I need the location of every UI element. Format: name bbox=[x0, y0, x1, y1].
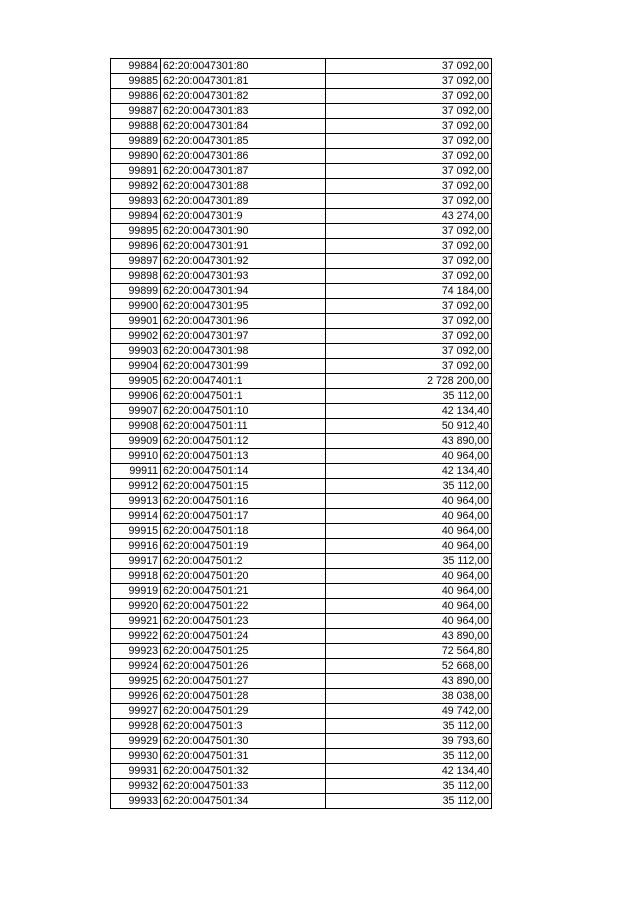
row-number: 99886 bbox=[111, 89, 161, 104]
cadastral-number: 62:20:0047501:13 bbox=[161, 449, 326, 464]
table-row bbox=[111, 689, 492, 704]
cadastral-number: 62:20:0047501:30 bbox=[161, 734, 326, 749]
table-row bbox=[111, 284, 492, 299]
cadastral-value: 37 092,00 bbox=[326, 239, 492, 254]
cadastral-number: 62:20:0047301:82 bbox=[161, 89, 326, 104]
cadastral-value: 37 092,00 bbox=[326, 149, 492, 164]
row-number: 99911 bbox=[111, 464, 161, 479]
table-row bbox=[111, 734, 492, 749]
table-row bbox=[111, 344, 492, 359]
cadastral-value: 40 964,00 bbox=[326, 539, 492, 554]
cadastral-value: 37 092,00 bbox=[326, 224, 492, 239]
cadastral-number: 62:20:0047501:24 bbox=[161, 629, 326, 644]
row-number: 99928 bbox=[111, 719, 161, 734]
row-number: 99915 bbox=[111, 524, 161, 539]
row-number: 99905 bbox=[111, 374, 161, 389]
cadastral-number: 62:20:0047501:11 bbox=[161, 419, 326, 434]
row-number: 99932 bbox=[111, 779, 161, 794]
row-number: 99896 bbox=[111, 239, 161, 254]
row-number: 99933 bbox=[111, 794, 161, 809]
cadastral-value: 37 092,00 bbox=[326, 344, 492, 359]
row-number: 99910 bbox=[111, 449, 161, 464]
cadastral-number: 62:20:0047401:1 bbox=[161, 374, 326, 389]
cadastral-value: 40 964,00 bbox=[326, 614, 492, 629]
row-number: 99900 bbox=[111, 299, 161, 314]
cadastral-number: 62:20:0047501:14 bbox=[161, 464, 326, 479]
row-number: 99913 bbox=[111, 494, 161, 509]
row-number: 99892 bbox=[111, 179, 161, 194]
cadastral-number: 62:20:0047301:86 bbox=[161, 149, 326, 164]
cadastral-number: 62:20:0047501:1 bbox=[161, 389, 326, 404]
row-number: 99884 bbox=[111, 59, 161, 74]
row-number: 99920 bbox=[111, 599, 161, 614]
cadastral-value: 35 112,00 bbox=[326, 479, 492, 494]
row-number: 99931 bbox=[111, 764, 161, 779]
row-number: 99912 bbox=[111, 479, 161, 494]
cadastral-number: 62:20:0047501:17 bbox=[161, 509, 326, 524]
cadastral-value: 35 112,00 bbox=[326, 719, 492, 734]
table-row bbox=[111, 719, 492, 734]
table-row bbox=[111, 569, 492, 584]
cadastral-number: 62:20:0047501:27 bbox=[161, 674, 326, 689]
cadastral-number: 62:20:0047301:90 bbox=[161, 224, 326, 239]
cadastral-number: 62:20:0047501:32 bbox=[161, 764, 326, 779]
cadastral-value: 37 092,00 bbox=[326, 269, 492, 284]
table-row bbox=[111, 404, 492, 419]
cadastral-number: 62:20:0047301:93 bbox=[161, 269, 326, 284]
table-row bbox=[111, 149, 492, 164]
cadastral-number: 62:20:0047301:95 bbox=[161, 299, 326, 314]
cadastral-number: 62:20:0047301:84 bbox=[161, 119, 326, 134]
table-row bbox=[111, 659, 492, 674]
cadastral-number: 62:20:0047501:33 bbox=[161, 779, 326, 794]
cadastral-value: 2 728 200,00 bbox=[326, 374, 492, 389]
row-number: 99925 bbox=[111, 674, 161, 689]
row-number: 99917 bbox=[111, 554, 161, 569]
cadastral-number: 62:20:0047501:21 bbox=[161, 584, 326, 599]
table-row bbox=[111, 479, 492, 494]
cadastral-value: 49 742,00 bbox=[326, 704, 492, 719]
row-number: 99923 bbox=[111, 644, 161, 659]
row-number: 99909 bbox=[111, 434, 161, 449]
cadastral-number: 62:20:0047501:22 bbox=[161, 599, 326, 614]
cadastral-value: 40 964,00 bbox=[326, 524, 492, 539]
table-row bbox=[111, 509, 492, 524]
table-row bbox=[111, 104, 492, 119]
cadastral-number: 62:20:0047501:16 bbox=[161, 494, 326, 509]
row-number: 99889 bbox=[111, 134, 161, 149]
cadastral-value: 37 092,00 bbox=[326, 104, 492, 119]
cadastral-value: 37 092,00 bbox=[326, 179, 492, 194]
table-row bbox=[111, 599, 492, 614]
cadastral-value: 74 184,00 bbox=[326, 284, 492, 299]
table-row bbox=[111, 329, 492, 344]
cadastral-number: 62:20:0047301:80 bbox=[161, 59, 326, 74]
cadastral-number: 62:20:0047301:99 bbox=[161, 359, 326, 374]
row-number: 99906 bbox=[111, 389, 161, 404]
cadastral-number: 62:20:0047301:9 bbox=[161, 209, 326, 224]
cadastral-value: 35 112,00 bbox=[326, 779, 492, 794]
table-row bbox=[111, 224, 492, 239]
table-row bbox=[111, 704, 492, 719]
row-number: 99902 bbox=[111, 329, 161, 344]
cadastral-value: 52 668,00 bbox=[326, 659, 492, 674]
cadastral-value: 42 134,40 bbox=[326, 764, 492, 779]
cadastral-number: 62:20:0047501:23 bbox=[161, 614, 326, 629]
table-row bbox=[111, 179, 492, 194]
cadastral-value: 40 964,00 bbox=[326, 584, 492, 599]
row-number: 99927 bbox=[111, 704, 161, 719]
cadastral-number: 62:20:0047501:29 bbox=[161, 704, 326, 719]
cadastral-value: 39 793,60 bbox=[326, 734, 492, 749]
table-row bbox=[111, 74, 492, 89]
row-number: 99904 bbox=[111, 359, 161, 374]
cadastral-number: 62:20:0047301:81 bbox=[161, 74, 326, 89]
cadastral-number: 62:20:0047301:88 bbox=[161, 179, 326, 194]
row-number: 99921 bbox=[111, 614, 161, 629]
cadastral-number: 62:20:0047501:28 bbox=[161, 689, 326, 704]
cadastral-number: 62:20:0047501:12 bbox=[161, 434, 326, 449]
cadastral-value: 37 092,00 bbox=[326, 164, 492, 179]
table-body bbox=[111, 59, 492, 809]
cadastral-value: 43 890,00 bbox=[326, 674, 492, 689]
cadastral-number: 62:20:0047301:89 bbox=[161, 194, 326, 209]
row-number: 99908 bbox=[111, 419, 161, 434]
cadastral-value: 35 112,00 bbox=[326, 554, 492, 569]
table-row bbox=[111, 794, 492, 809]
table-row bbox=[111, 134, 492, 149]
cadastral-number: 62:20:0047501:34 bbox=[161, 794, 326, 809]
cadastral-number: 62:20:0047301:94 bbox=[161, 284, 326, 299]
cadastral-number: 62:20:0047301:96 bbox=[161, 314, 326, 329]
table-row bbox=[111, 209, 492, 224]
row-number: 99894 bbox=[111, 209, 161, 224]
row-number: 99922 bbox=[111, 629, 161, 644]
table-row bbox=[111, 299, 492, 314]
table-row bbox=[111, 194, 492, 209]
cadastral-value: 40 964,00 bbox=[326, 599, 492, 614]
cadastral-value: 37 092,00 bbox=[326, 119, 492, 134]
cadastral-value: 40 964,00 bbox=[326, 569, 492, 584]
cadastral-number: 62:20:0047501:2 bbox=[161, 554, 326, 569]
row-number: 99926 bbox=[111, 689, 161, 704]
table-row bbox=[111, 524, 492, 539]
row-number: 99888 bbox=[111, 119, 161, 134]
cadastral-value: 35 112,00 bbox=[326, 749, 492, 764]
row-number: 99907 bbox=[111, 404, 161, 419]
cadastral-number: 62:20:0047301:92 bbox=[161, 254, 326, 269]
cadastral-value: 37 092,00 bbox=[326, 299, 492, 314]
cadastral-value: 35 112,00 bbox=[326, 794, 492, 809]
table-row bbox=[111, 494, 492, 509]
cadastral-value-table bbox=[110, 58, 492, 809]
row-number: 99890 bbox=[111, 149, 161, 164]
table-row bbox=[111, 779, 492, 794]
cadastral-number: 62:20:0047301:85 bbox=[161, 134, 326, 149]
table-row bbox=[111, 464, 492, 479]
table-row bbox=[111, 269, 492, 284]
table-row bbox=[111, 374, 492, 389]
cadastral-value: 72 564,80 bbox=[326, 644, 492, 659]
table-row bbox=[111, 434, 492, 449]
cadastral-value: 37 092,00 bbox=[326, 74, 492, 89]
table-row bbox=[111, 644, 492, 659]
cadastral-number: 62:20:0047301:97 bbox=[161, 329, 326, 344]
row-number: 99903 bbox=[111, 344, 161, 359]
cadastral-value: 37 092,00 bbox=[326, 134, 492, 149]
cadastral-number: 62:20:0047501:15 bbox=[161, 479, 326, 494]
table-row bbox=[111, 629, 492, 644]
cadastral-value: 40 964,00 bbox=[326, 494, 492, 509]
cadastral-value: 43 890,00 bbox=[326, 434, 492, 449]
cadastral-value: 43 274,00 bbox=[326, 209, 492, 224]
cadastral-value: 35 112,00 bbox=[326, 389, 492, 404]
cadastral-value: 42 134,40 bbox=[326, 464, 492, 479]
cadastral-value: 37 092,00 bbox=[326, 329, 492, 344]
cadastral-value: 37 092,00 bbox=[326, 59, 492, 74]
table-row bbox=[111, 239, 492, 254]
cadastral-value: 40 964,00 bbox=[326, 509, 492, 524]
row-number: 99885 bbox=[111, 74, 161, 89]
table-row bbox=[111, 119, 492, 134]
table-row bbox=[111, 254, 492, 269]
cadastral-value: 50 912,40 bbox=[326, 419, 492, 434]
cadastral-number: 62:20:0047301:91 bbox=[161, 239, 326, 254]
table-row bbox=[111, 59, 492, 74]
cadastral-number: 62:20:0047501:31 bbox=[161, 749, 326, 764]
table-row bbox=[111, 554, 492, 569]
table-row bbox=[111, 584, 492, 599]
row-number: 99924 bbox=[111, 659, 161, 674]
cadastral-number: 62:20:0047501:20 bbox=[161, 569, 326, 584]
cadastral-value: 37 092,00 bbox=[326, 359, 492, 374]
cadastral-value: 40 964,00 bbox=[326, 449, 492, 464]
cadastral-number: 62:20:0047301:83 bbox=[161, 104, 326, 119]
cadastral-value: 38 038,00 bbox=[326, 689, 492, 704]
table-row bbox=[111, 389, 492, 404]
table-row bbox=[111, 419, 492, 434]
table-row bbox=[111, 314, 492, 329]
row-number: 99898 bbox=[111, 269, 161, 284]
row-number: 99918 bbox=[111, 569, 161, 584]
cadastral-value: 37 092,00 bbox=[326, 314, 492, 329]
row-number: 99930 bbox=[111, 749, 161, 764]
table-row bbox=[111, 449, 492, 464]
cadastral-number: 62:20:0047501:10 bbox=[161, 404, 326, 419]
row-number: 99895 bbox=[111, 224, 161, 239]
table-row bbox=[111, 359, 492, 374]
row-number: 99891 bbox=[111, 164, 161, 179]
table-row bbox=[111, 614, 492, 629]
row-number: 99901 bbox=[111, 314, 161, 329]
row-number: 99929 bbox=[111, 734, 161, 749]
row-number: 99887 bbox=[111, 104, 161, 119]
cadastral-value: 37 092,00 bbox=[326, 254, 492, 269]
cadastral-value: 37 092,00 bbox=[326, 89, 492, 104]
cadastral-number: 62:20:0047501:3 bbox=[161, 719, 326, 734]
table-row bbox=[111, 89, 492, 104]
table-row bbox=[111, 764, 492, 779]
row-number: 99919 bbox=[111, 584, 161, 599]
cadastral-number: 62:20:0047501:26 bbox=[161, 659, 326, 674]
table-row bbox=[111, 674, 492, 689]
cadastral-number: 62:20:0047501:18 bbox=[161, 524, 326, 539]
table-row bbox=[111, 164, 492, 179]
cadastral-number: 62:20:0047501:19 bbox=[161, 539, 326, 554]
cadastral-value: 42 134,40 bbox=[326, 404, 492, 419]
row-number: 99914 bbox=[111, 509, 161, 524]
table-row bbox=[111, 749, 492, 764]
cadastral-number: 62:20:0047301:98 bbox=[161, 344, 326, 359]
cadastral-number: 62:20:0047501:25 bbox=[161, 644, 326, 659]
row-number: 99893 bbox=[111, 194, 161, 209]
cadastral-value: 43 890,00 bbox=[326, 629, 492, 644]
cadastral-number: 62:20:0047301:87 bbox=[161, 164, 326, 179]
cadastral-value: 37 092,00 bbox=[326, 194, 492, 209]
row-number: 99916 bbox=[111, 539, 161, 554]
table-row bbox=[111, 539, 492, 554]
row-number: 99897 bbox=[111, 254, 161, 269]
row-number: 99899 bbox=[111, 284, 161, 299]
